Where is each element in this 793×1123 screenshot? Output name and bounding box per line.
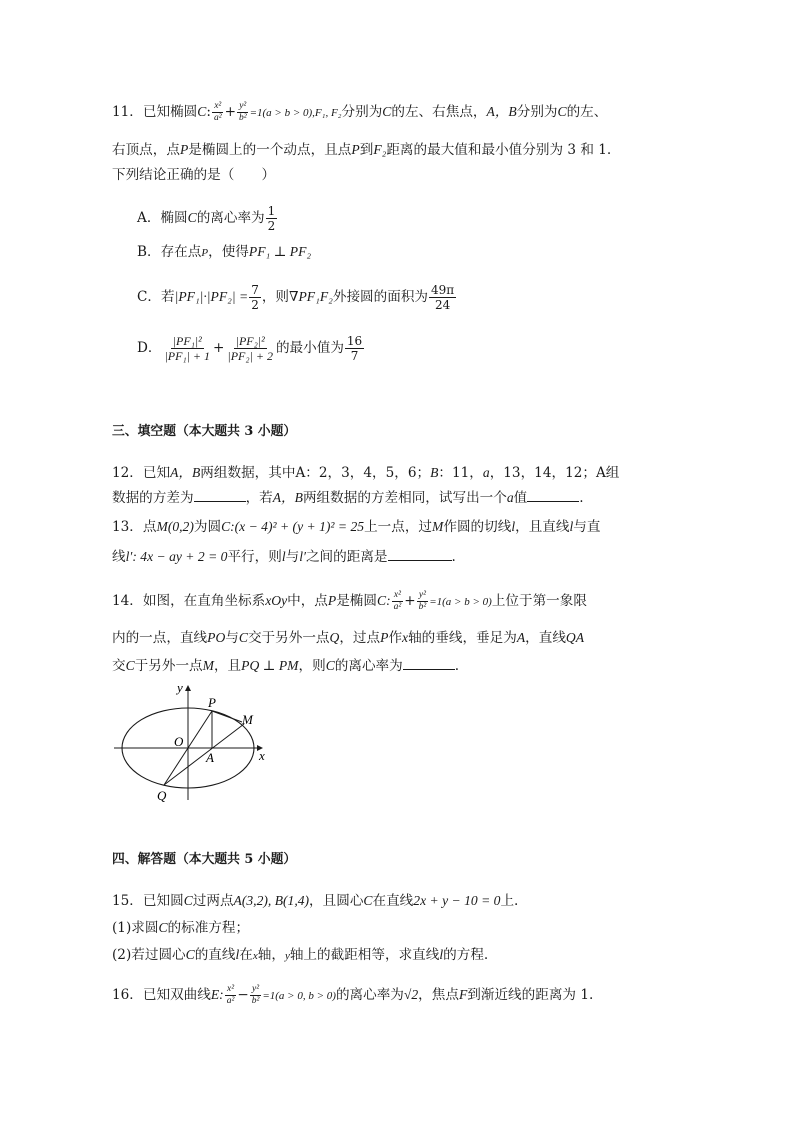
q13-math: l (511, 519, 516, 534)
q12-text: A：2，3，4，5，6； (295, 465, 431, 481)
section-fill-in: 三、填空题（本大题共 3 小题） (112, 424, 297, 439)
q14-math: P (380, 630, 389, 645)
q14-text: ，过点 (339, 630, 381, 646)
q14-text: 交 (112, 658, 126, 674)
answer-blank[interactable] (388, 548, 452, 561)
q11-line3 (112, 165, 275, 185)
q13-text: 线 (112, 549, 126, 565)
q15-text: 在直线 (372, 893, 414, 909)
q15-text: 在 (239, 947, 253, 963)
q15-text: 过两点 (192, 893, 234, 909)
q12-text: . (579, 490, 584, 506)
q12-text: ，13，14，12；A组 (489, 465, 620, 481)
q11-frac-y: $\frac{\text{y²}}{\text{b²}}$ (238, 101, 247, 123)
q15-math: C (363, 893, 373, 908)
segment-pm (212, 711, 242, 722)
q13-text: 与 (285, 549, 300, 565)
q15-text: 的直线 (194, 947, 236, 963)
q13-text: 13．点 (112, 519, 157, 535)
q16-math: F (458, 987, 468, 1002)
q12-text: ，若 (245, 490, 273, 506)
label-x: x (259, 748, 265, 763)
q13-text: 作圆的切线 (443, 519, 512, 535)
q11-text: 的左、右焦点， (391, 104, 487, 120)
ellipse-figure (112, 676, 282, 806)
q16-frac-y: $\frac{\text{y²}}{\text{b²}}$ (251, 984, 260, 1006)
option-math: P (201, 247, 209, 259)
q16-text: 到渐近线的距离为 1. (467, 987, 594, 1003)
q12-text: 两组数据，其中 (200, 465, 296, 481)
q14-text: 中，点 (287, 593, 328, 609)
q12-text: 12．已知 (112, 465, 171, 481)
q12-math: a (482, 465, 490, 480)
q16-frac-x: $\frac{\text{x²}}{\text{a²}}$ (226, 984, 235, 1006)
q11-math: P (179, 142, 189, 157)
q15-math: A(3,2), B(1,4) (233, 893, 310, 908)
q11-math: C (557, 104, 567, 119)
optD-min-frac: $\frac{16}{7}$ (346, 334, 363, 363)
q12-text: 数据的方差为 (112, 490, 194, 506)
q11-option-c (137, 283, 457, 312)
q11-text: 距离的最大值和最小值分别为 3 和 1. (386, 142, 612, 158)
q14-math: x (402, 630, 409, 645)
q12-line1 (112, 463, 619, 483)
q13-text: . (451, 549, 456, 565)
q11-math: P (351, 142, 360, 157)
q15-line2 (112, 918, 249, 938)
q15-math: C (158, 920, 168, 935)
q11-text: 右顶点，点 (112, 142, 180, 158)
q13-math: l′: 4x − ay + 2 = 0 (125, 549, 228, 564)
q14-text: ，直线 (525, 630, 566, 646)
label-a: A (206, 750, 214, 765)
q15-math: l (439, 947, 444, 962)
q14-math: C: (377, 593, 391, 608)
option-text: 的离心率为 (196, 210, 265, 226)
q14-math: A (516, 630, 526, 645)
q14-text: ，则 (298, 658, 326, 674)
q16-text: ，焦点 (418, 987, 459, 1003)
q12-math: a (506, 490, 514, 505)
q15-text: 15．已知圆 (112, 893, 184, 909)
q16-math: =1(a > 0, b > 0) (262, 990, 336, 1002)
q13-line2 (112, 547, 456, 567)
q12-math: B (430, 465, 439, 480)
q14-text: 交于另外一点 (247, 630, 330, 646)
q11-text: 的左、 (566, 104, 608, 120)
q15-text: 轴， (257, 947, 285, 963)
q15-text: 轴上的截距相等，求直线 (289, 947, 440, 963)
q11-line2 (112, 140, 611, 160)
q13-math: l (569, 519, 574, 534)
q11-math: C (382, 104, 392, 119)
q11-text: 已知椭圆 (142, 104, 198, 120)
q14-text: 作 (388, 630, 403, 646)
q13-math: M(0,2) (156, 519, 194, 534)
q15-math: x (252, 950, 258, 962)
q13-text: 之间的距离是 (305, 549, 388, 565)
q15-math: C (183, 893, 193, 908)
q11-text: 是椭圆上的一个动点，且点 (188, 142, 352, 158)
q14-text: . (454, 658, 460, 674)
q11-option-d: D． $\frac{\text{|PF₁|²}}{\text{|PF₁| + 1}}$ + $\frac{\text{|PF₂|²}}{\text{|PF₂| + 2}}$ 的最小值为 $\frac{16}{7}$ (137, 334, 363, 363)
q15-math: l (235, 947, 240, 962)
q14-line3 (112, 656, 459, 676)
q12-math: A，B (170, 465, 201, 480)
q11-number: 11． (112, 104, 143, 120)
label-m: M (242, 712, 253, 727)
q13-text: 上一点，过 (364, 519, 433, 535)
q15-math: 2x + y − 10 = 0 (413, 893, 501, 908)
optD-frac1: $\frac{\text{|PF₁|²}}{\text{|PF₁| + 1}}$ (164, 334, 211, 363)
q11-frac-x: $\frac{\text{x²}}{\text{a²}}$ (213, 101, 222, 123)
q14-text: 与 (225, 630, 239, 646)
q15-text: (1)求圆 (112, 920, 159, 936)
q14-math: Q (329, 630, 340, 645)
optC-area-frac: $\frac{49\pi}{24}$ (431, 283, 455, 312)
option-math: C (187, 210, 197, 225)
q14-math: xOy (265, 593, 288, 608)
q15-text: 的方程. (443, 947, 489, 963)
q13-math: C:(x − 4)² + (y + 1)² = 25 (221, 519, 365, 534)
optA-frac: $\frac{1}{2}$ (267, 204, 276, 233)
option-text: 外接圆的面积为 (332, 289, 429, 305)
option-label: B．存在点 (137, 244, 202, 260)
q16-text: 16．已知双曲线 (112, 987, 211, 1003)
q14-text: 是椭圆 (336, 593, 377, 609)
q11-text: 到 (359, 142, 374, 158)
option-math: PF₁ ⊥ PF₂ (248, 244, 312, 259)
q12-text: 值 (513, 490, 528, 506)
q11-line1: 11．已知椭圆C: $\frac{\text{x²}}{\text{a²}}$ + $\frac{\text{y²}}{\text{b²}}$ =1(a > b > 0),F₁, F₂分别为C的左、右焦点，A，B分别为C的左、 (112, 101, 608, 123)
q11-option-b (137, 242, 311, 263)
q15-text: ，且圆心 (309, 893, 364, 909)
q14-text: 的离心率为 (334, 658, 403, 674)
option-label: D． (137, 340, 162, 356)
q16-text: 的离心率为 (335, 987, 404, 1003)
q11-text: 分别为 (341, 104, 383, 120)
q14-frac-x: $\frac{\text{x²}}{\text{a²}}$ (393, 590, 402, 612)
q14-math: PQ ⊥ PM (241, 658, 299, 673)
q13-text: 平行，则 (227, 549, 282, 565)
q14-text: 内的一点，直线 (112, 630, 208, 646)
q14-math: C (125, 658, 135, 673)
option-math: |PF₁|·|PF₂| = (174, 289, 249, 304)
q16-math: √2 (403, 987, 419, 1002)
q11-text: 分别为 (516, 104, 558, 120)
q14-line2 (112, 628, 584, 648)
answer-blank[interactable] (194, 489, 246, 502)
q15-math: y (284, 950, 290, 962)
q15-line1 (112, 891, 518, 911)
label-y: y (177, 680, 183, 695)
q14-math: PO (207, 630, 226, 645)
q14-math: QA (565, 630, 585, 645)
q14-math: C (325, 658, 335, 673)
label-p: P (208, 695, 216, 710)
q14-text: 14．如图，在直角坐标系 (112, 593, 266, 609)
q12-text: ：11， (438, 465, 483, 481)
q15-text: 的标准方程； (167, 920, 250, 936)
answer-blank[interactable] (527, 489, 579, 502)
q14-text: ，且 (213, 658, 242, 674)
answer-blank[interactable] (403, 657, 455, 670)
q11-question: 下列结论正确的是（ ） (112, 167, 276, 183)
option-text: ，使得 (208, 244, 249, 260)
q12-line2 (112, 488, 584, 508)
label-o: O (174, 734, 184, 749)
q11-option-a (137, 204, 278, 233)
section-solutions: 四、解答题（本大题共 5 小题） (112, 852, 297, 867)
q11-math: C (197, 104, 207, 119)
q13-text: 与直 (573, 519, 601, 535)
q15-math: C (185, 947, 195, 962)
option-label: C．若 (137, 289, 175, 305)
q16-math: E: (210, 987, 224, 1002)
q14-math: C (238, 630, 248, 645)
q16-line1: 16．已知双曲线E: $\frac{\text{x²}}{\text{a²}}$ − $\frac{\text{y²}}{\text{b²}}$ =1(a > 0, b > 0)的离心率为√2，焦点F到渐近线的距离为 1. (112, 984, 594, 1006)
q14-line1: 14．如图，在直角坐标系xOy中，点P是椭圆C: $\frac{\text{x²}}{\text{a²}}$ + $\frac{\text{y²}}{\text{b²}}$ =1(a > b > 0)上位于第一象限 (112, 590, 587, 612)
option-text: 的最小值为 (275, 340, 344, 356)
optD-frac2: $\frac{\text{|PF₂|²}}{\text{|PF₂| + 2}}$ (227, 334, 273, 363)
q11-cond: =1(a > b > 0), (249, 107, 315, 119)
q13-text: 为圆 (193, 519, 222, 535)
q15-text: 上. (500, 893, 519, 909)
q14-math: =1(a > b > 0) (429, 596, 492, 608)
q13-math: l (281, 549, 286, 564)
optC-frac: $\frac{7}{2}$ (251, 283, 259, 312)
q12-math: A，B (272, 490, 303, 505)
q11-math: F₂ (373, 142, 387, 157)
q12-text: 两组数据的方差相同，试写出一个 (302, 490, 507, 506)
option-text: ，则 (261, 289, 290, 305)
option-math: ∇PF₁F₂ (289, 289, 333, 304)
q14-text: 上位于第一象限 (491, 593, 587, 609)
q14-text: 于另外一点 (134, 658, 203, 674)
q13-math: M (432, 519, 444, 534)
q13-text: ，且直线 (515, 519, 570, 535)
q15-line3 (112, 945, 488, 966)
q15-text: (2)若过圆心 (112, 947, 186, 963)
q14-math: P (327, 593, 337, 608)
label-q: Q (157, 788, 167, 803)
q14-frac-y: $\frac{\text{y²}}{\text{b²}}$ (418, 590, 427, 612)
q11-foci: F₁, F₂ (314, 107, 342, 119)
q13-math: l′ (299, 549, 306, 564)
option-label: A．椭圆 (137, 210, 188, 226)
q14-math: M (202, 658, 214, 673)
q14-text: 轴的垂线，垂足为 (408, 630, 517, 646)
q13-line1 (112, 517, 600, 537)
q11-math: A，B (486, 104, 517, 119)
